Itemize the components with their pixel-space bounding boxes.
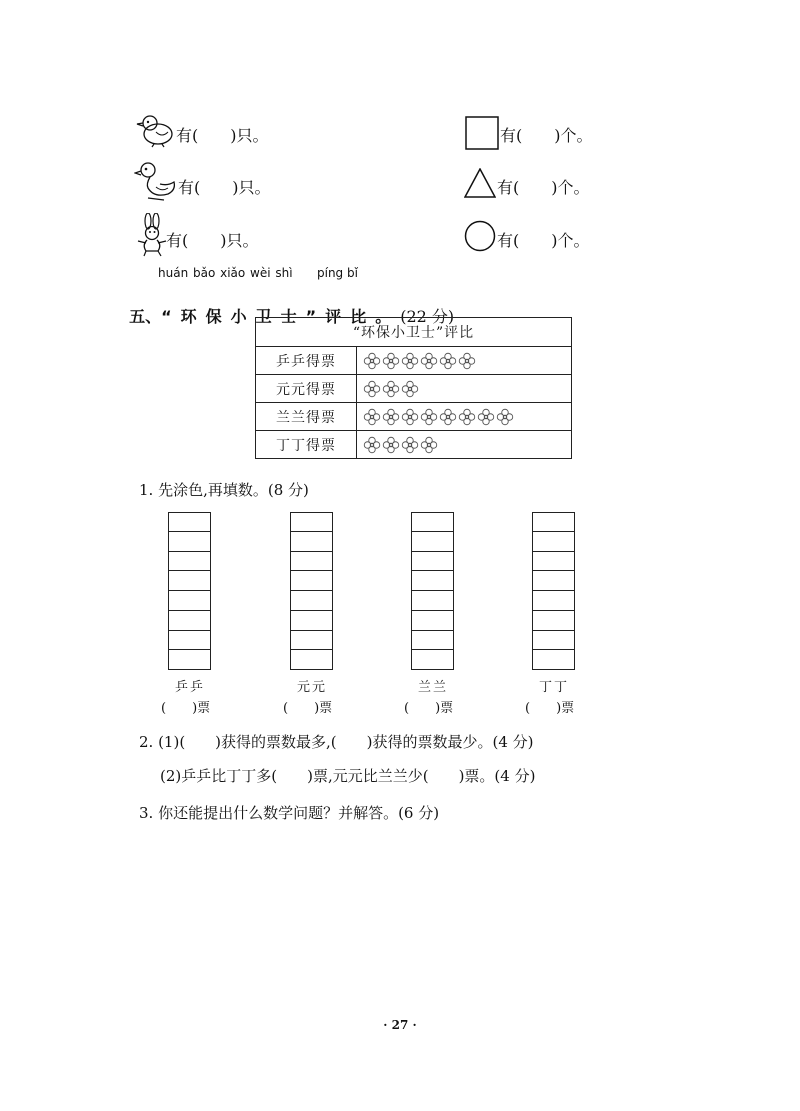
flower-icon bbox=[382, 408, 400, 426]
circle-count-text: 有( )个。 bbox=[497, 231, 590, 250]
bar-cell[interactable] bbox=[168, 571, 211, 591]
table-row-name: 兰兰得票 bbox=[256, 403, 357, 431]
flower-icon bbox=[496, 408, 514, 426]
pinyin-huanbao: huán bǎo xiǎo wèi shì bbox=[158, 266, 293, 280]
bar-cell[interactable] bbox=[168, 611, 211, 631]
bar-column-dingding[interactable] bbox=[532, 512, 575, 670]
bar-cell[interactable] bbox=[532, 591, 575, 611]
bar-cell[interactable] bbox=[411, 611, 454, 631]
flower-icon bbox=[401, 436, 419, 454]
question-2-2: (2)乒乒比丁丁多( )票,元元比兰兰少( )票。(4 分) bbox=[160, 767, 536, 785]
flower-cell bbox=[357, 347, 572, 375]
bar-cell[interactable] bbox=[168, 532, 211, 552]
bar-cell[interactable] bbox=[532, 512, 575, 532]
bar-cell[interactable] bbox=[290, 650, 333, 670]
bar-cell[interactable] bbox=[290, 631, 333, 651]
bar-cell[interactable] bbox=[168, 552, 211, 572]
bar-cell[interactable] bbox=[290, 552, 333, 572]
table-row bbox=[256, 431, 572, 459]
bar-label: 兰兰 bbox=[417, 680, 448, 695]
duck-count-text: 有( )只。 bbox=[178, 178, 271, 197]
question-1: 1. 先涂色,再填数。(8 分) bbox=[139, 481, 309, 499]
bar-cell[interactable] bbox=[290, 571, 333, 591]
circle-icon bbox=[464, 220, 496, 252]
bar-cell[interactable] bbox=[411, 571, 454, 591]
bar-cell[interactable] bbox=[168, 631, 211, 651]
rabbit-count-text: 有( )只。 bbox=[166, 231, 259, 250]
square-count-text: 有( )个。 bbox=[500, 126, 593, 145]
flower-icon bbox=[439, 352, 457, 370]
flower-icon bbox=[382, 380, 400, 398]
bar-cell[interactable] bbox=[411, 631, 454, 651]
triangle-icon bbox=[464, 168, 496, 198]
bar-cell[interactable] bbox=[168, 591, 211, 611]
section-number: 五、 bbox=[129, 307, 162, 326]
flower-icon bbox=[363, 352, 381, 370]
flower-icon bbox=[382, 352, 400, 370]
flower-icon bbox=[420, 408, 438, 426]
flower-icon bbox=[420, 352, 438, 370]
bar-cell[interactable] bbox=[411, 650, 454, 670]
flower-cell bbox=[357, 403, 572, 431]
vote-blank[interactable]: ( )票 bbox=[525, 701, 575, 716]
bar-cell[interactable] bbox=[532, 571, 575, 591]
bar-cell[interactable] bbox=[290, 591, 333, 611]
flower-icon bbox=[363, 380, 381, 398]
flower-icon bbox=[420, 436, 438, 454]
flower-icon bbox=[401, 380, 419, 398]
bar-cell[interactable] bbox=[532, 650, 575, 670]
vote-table bbox=[255, 317, 572, 459]
pinyin-pingbi: píng bǐ bbox=[317, 266, 358, 280]
table-row bbox=[256, 403, 572, 431]
vote-blank[interactable]: ( )票 bbox=[283, 701, 333, 716]
flower-icon bbox=[363, 408, 381, 426]
flower-icon bbox=[401, 352, 419, 370]
bar-label: 乒乒 bbox=[174, 680, 205, 695]
flower-cell bbox=[357, 375, 572, 403]
bar-cell[interactable] bbox=[290, 512, 333, 532]
bar-cell[interactable] bbox=[532, 532, 575, 552]
bar-cell[interactable] bbox=[532, 631, 575, 651]
square-icon bbox=[465, 116, 499, 150]
table-row-name: 丁丁得票 bbox=[256, 431, 357, 459]
bar-column-lanlan[interactable] bbox=[411, 512, 454, 670]
bar-cell[interactable] bbox=[532, 611, 575, 631]
duck-icon bbox=[134, 160, 178, 204]
bar-cell[interactable] bbox=[532, 552, 575, 572]
bar-column-pingping[interactable] bbox=[168, 512, 211, 670]
flower-icon bbox=[382, 436, 400, 454]
table-row bbox=[256, 375, 572, 403]
table-row bbox=[256, 347, 572, 375]
flower-icon bbox=[401, 408, 419, 426]
question-2-1: 2. (1)( )获得的票数最多,( )获得的票数最少。(4 分) bbox=[139, 733, 534, 751]
vote-blank[interactable]: ( )票 bbox=[404, 701, 454, 716]
bar-cell[interactable] bbox=[411, 512, 454, 532]
bar-cell[interactable] bbox=[290, 532, 333, 552]
bar-cell[interactable] bbox=[168, 512, 211, 532]
chick-icon bbox=[134, 112, 176, 148]
bar-cell[interactable] bbox=[411, 591, 454, 611]
section-score: (22 分) bbox=[400, 307, 455, 326]
bar-cell[interactable] bbox=[411, 552, 454, 572]
flower-icon bbox=[458, 352, 476, 370]
chick-count-text: 有( )只。 bbox=[176, 126, 269, 145]
bar-column-yuanyuan[interactable] bbox=[290, 512, 333, 670]
flower-icon bbox=[439, 408, 457, 426]
rabbit-icon bbox=[134, 213, 170, 257]
section-title-tail: 评比。 bbox=[325, 307, 401, 326]
flower-icon bbox=[363, 436, 381, 454]
table-row-name: 元元得票 bbox=[256, 375, 357, 403]
section-title-main: “环保小卫士” bbox=[161, 307, 326, 326]
bar-cell[interactable] bbox=[168, 650, 211, 670]
bar-cell[interactable] bbox=[411, 532, 454, 552]
flower-icon bbox=[458, 408, 476, 426]
bar-cell[interactable] bbox=[290, 611, 333, 631]
question-3: 3. 你还能提出什么数学问题？并解答。(6 分) bbox=[139, 804, 440, 822]
bar-label: 元元 bbox=[296, 680, 327, 695]
flower-cell bbox=[357, 431, 572, 459]
table-row-name: 乒乒得票 bbox=[256, 347, 357, 375]
page-number: · 27 · bbox=[383, 1018, 417, 1032]
bar-label: 丁丁 bbox=[538, 680, 569, 695]
triangle-count-text: 有( )个。 bbox=[497, 178, 590, 197]
flower-icon bbox=[477, 408, 495, 426]
vote-table-title: “环保小卫士”评比 bbox=[256, 318, 572, 347]
vote-blank[interactable]: ( )票 bbox=[161, 701, 211, 716]
